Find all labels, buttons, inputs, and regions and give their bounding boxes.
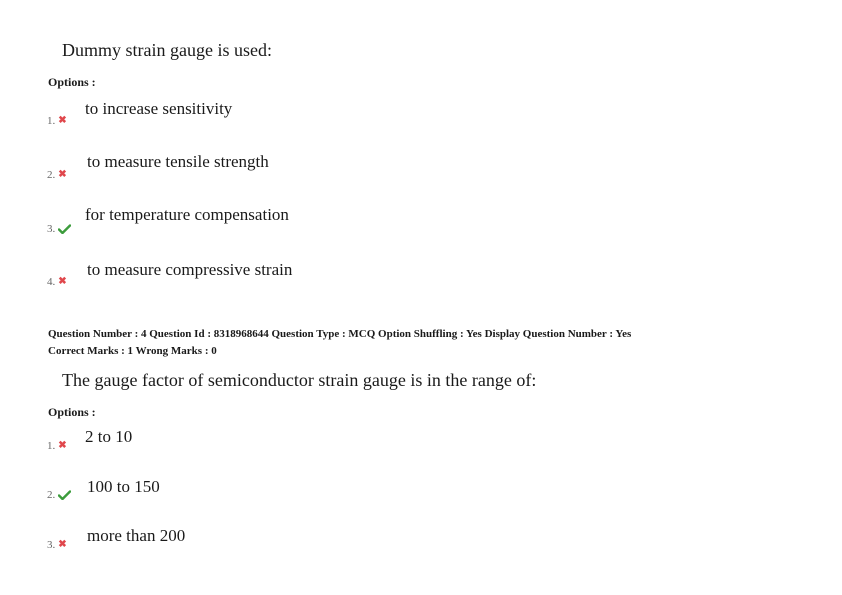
- question-1-options-label: Options :: [48, 75, 96, 89]
- question-2-meta-line-1: Question Number : 4 Question Id : 8318968644 Question Type : MCQ Option Shuffling : Yes Display Question Number : Yes: [48, 328, 632, 340]
- q1-option-4-text: to measure compressive strain: [87, 260, 293, 279]
- q1-option-4-number: 4. ✖: [47, 276, 67, 288]
- cross-icon: ✖: [58, 276, 67, 287]
- q1-option-2-text: to measure tensile strength: [87, 152, 269, 171]
- check-icon: [58, 224, 71, 234]
- q1-option-3-number: 3.: [47, 223, 71, 235]
- q2-option-1-number: 1. ✖: [47, 440, 67, 452]
- cross-icon: ✖: [58, 539, 67, 550]
- q2-option-1-text: 2 to 10: [85, 427, 133, 446]
- q2-option-2-text: 100 to 150: [87, 477, 160, 496]
- cross-icon: ✖: [58, 440, 67, 451]
- check-icon: [58, 490, 71, 500]
- q2-option-3-number: 3. ✖: [47, 539, 67, 551]
- question-2-meta-line-2: Correct Marks : 1 Wrong Marks : 0: [48, 345, 217, 357]
- question-2-text: The gauge factor of semiconductor strain gauge is in the range of:: [62, 370, 537, 390]
- question-2-options-label: Options :: [48, 405, 96, 419]
- cross-icon: ✖: [58, 169, 67, 180]
- q2-option-3-text: more than 200: [87, 526, 186, 545]
- q1-option-1-text: to increase sensitivity: [85, 99, 233, 118]
- q1-option-3-text: for temperature compensation: [85, 205, 289, 224]
- q2-option-2-number: 2.: [47, 489, 71, 501]
- cross-icon: ✖: [58, 115, 67, 126]
- q1-option-1-number: 1. ✖: [47, 115, 67, 127]
- q1-option-2-number: 2. ✖: [47, 169, 67, 181]
- question-1-text: Dummy strain gauge is used:: [62, 40, 272, 60]
